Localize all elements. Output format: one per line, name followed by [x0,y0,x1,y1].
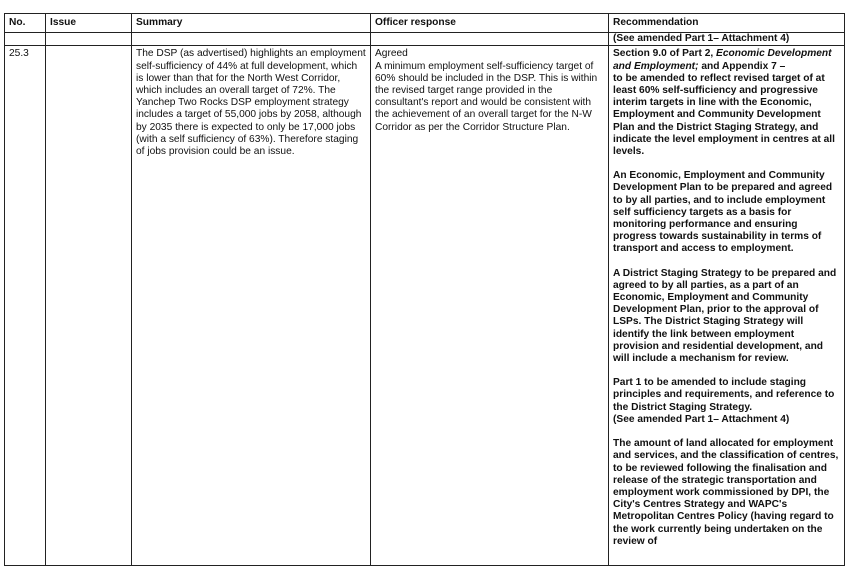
row-issue [46,46,132,566]
header-recommendation: Recommendation [609,14,845,33]
recommendation-paragraph-1: Section 9.0 of Part 2, Economic Development and Employment; and Appendix 7 – to be amended to reflect revised target of at least 60% self-sufficiency and progressive interim targets in line with the Economic, Employment and Community Development Plan and the District Staging Strategy, and indicate the level employment in centres at all levels. [613,48,835,158]
recommendation-paragraph-3: A District Staging Strategy to be prepared and agreed to by all parties, as a part of an Economic, Employment and Community Development Plan, prior to the approval of LSPs. The District Staging Strategy will identify the link between employment provision and residential development, and will include a mechanism for review. [613,267,837,365]
header-summary: Summary [132,14,371,33]
recommendation-paragraph-5: The amount of land allocated for employment and services, and the classification of centres, to be reviewed following the finalisation and release of the strategic transportation and employment work commissioned by DPI, the City's Centres Strategy and WAPC's Metropolitan Centres Policy (having regard to the work currently being undertaken on the review of [613,438,839,547]
row-recommendation [609,46,845,566]
continuation-row [5,33,845,46]
row-officer-response [371,46,609,566]
row-number: 25.3 [5,46,46,566]
officer-response-body: A minimum employment self-sufficiency target of 60% should be included in the DSP. This is within the revised target range provided in the consultant's report and would be consistent with the achievement of an overall target for the N-W Corridor as per the Corridor Structure Plan. [375,60,598,133]
recommendation-paragraph-4: Part 1 to be amended to include staging principles and requirements, and reference to the District Staging Strategy. (See amended Part 1– Attachment 4) [613,377,835,425]
header-no: No. [5,14,46,33]
recommendations-table [4,13,845,566]
header-officer-response: Officer response [371,14,609,33]
officer-response-title: Agreed [375,48,408,60]
table-row [5,46,845,566]
header-issue: Issue [46,14,132,33]
continuation-reference: (See amended Part 1– Attachment 4) [609,33,845,46]
recommendation-paragraph-2: An Economic, Employment and Community Development Plan to be prepared and agreed to by all parties, and to include employment self sufficiency targets as a basis for monitoring performance and ensuring progress towards sustainability in terms of transport and access to employment. [613,170,833,255]
row-summary: The DSP (as advertised) highlights an employment self-sufficiency of 44% at full development, which is lower than that for the North West Corridor, which includes an overall target of 72%. The Yanchep Two Rocks DSP employment strategy includes a target of 55,000 jobs by 2058, although by 2035 there is expected to only be 17,000 jobs (with a self sufficiency of 63%). Therefore staging of jobs provision could be an issue. [132,46,371,566]
table-header-row [5,14,845,33]
